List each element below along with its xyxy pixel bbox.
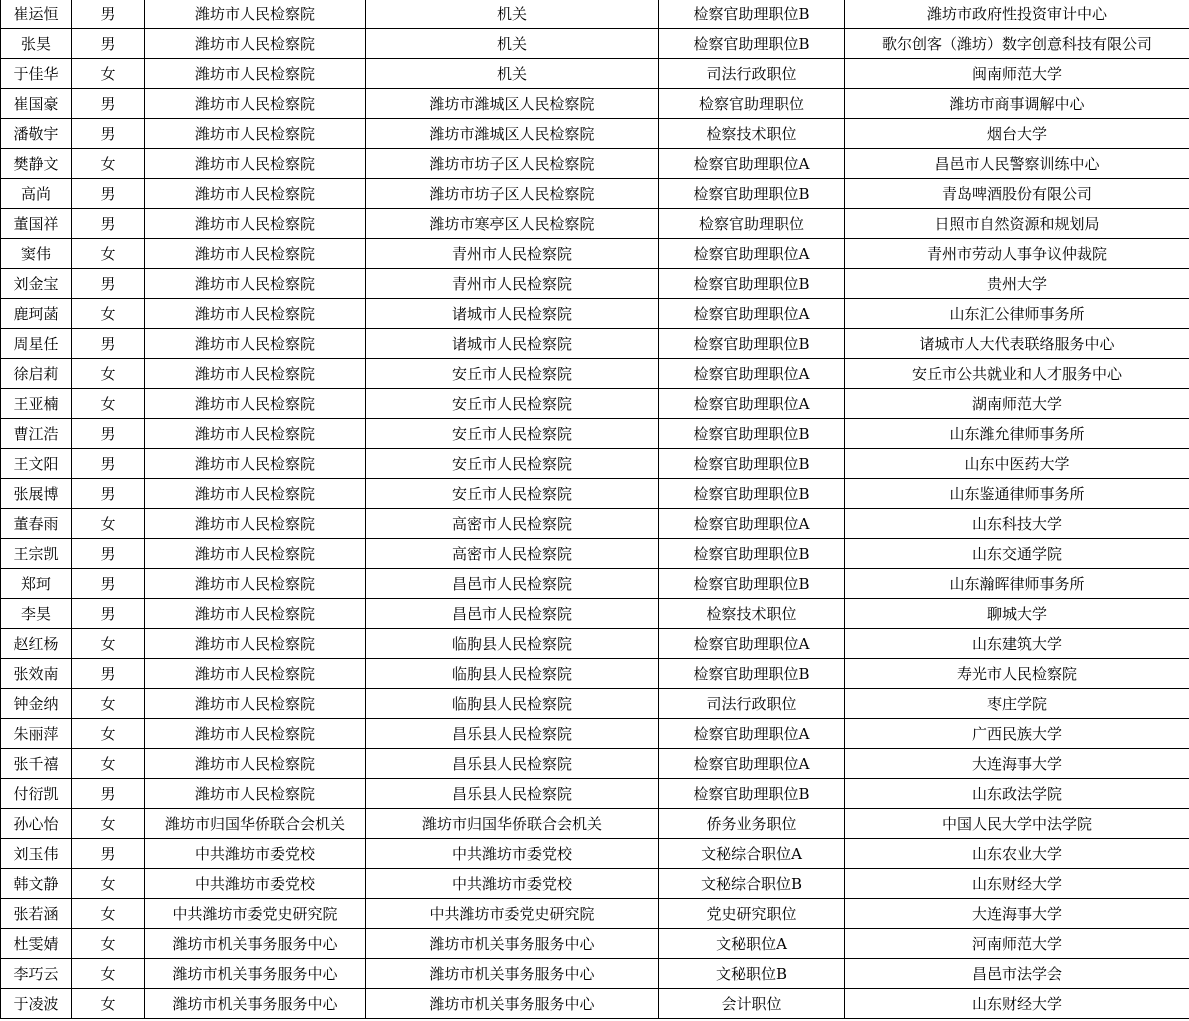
- workplace-cell: 青岛啤酒股份有限公司: [845, 179, 1189, 209]
- name-cell: 王文阳: [1, 449, 72, 479]
- name-cell: 钟金纳: [1, 689, 72, 719]
- table-row: [1, 869, 1189, 899]
- workplace-cell: 河南师范大学: [845, 929, 1189, 959]
- recruiting-unit-cell: 潍坊市人民检察院: [145, 599, 366, 629]
- table-row: [1, 539, 1189, 569]
- recruiting-unit-cell: 潍坊市人民检察院: [145, 119, 366, 149]
- employing-unit-cell: 昌乐县人民检察院: [366, 719, 659, 749]
- name-cell: 张若涵: [1, 899, 72, 929]
- workplace-cell: 山东建筑大学: [845, 629, 1189, 659]
- name-cell: 张展博: [1, 479, 72, 509]
- employing-unit-cell: 诸城市人民检察院: [366, 329, 659, 359]
- gender-cell: 男: [72, 0, 145, 29]
- position-cell: 司法行政职位: [659, 689, 845, 719]
- position-cell: 检察官助理职位B: [659, 659, 845, 689]
- workplace-cell: 山东中医药大学: [845, 449, 1189, 479]
- gender-cell: 男: [72, 539, 145, 569]
- position-cell: 文秘综合职位A: [659, 839, 845, 869]
- employing-unit-cell: 潍坊市机关事务服务中心: [366, 959, 659, 989]
- gender-cell: 女: [72, 749, 145, 779]
- employing-unit-cell: 临朐县人民检察院: [366, 629, 659, 659]
- gender-cell: 男: [72, 89, 145, 119]
- roster-table-body: [1, 0, 1189, 1019]
- recruiting-unit-cell: 潍坊市人民检察院: [145, 509, 366, 539]
- name-cell: 韩文静: [1, 869, 72, 899]
- name-cell: 李昊: [1, 599, 72, 629]
- recruiting-unit-cell: 中共潍坊市委党校: [145, 839, 366, 869]
- position-cell: 检察技术职位: [659, 599, 845, 629]
- gender-cell: 男: [72, 479, 145, 509]
- recruiting-unit-cell: 潍坊市人民检察院: [145, 389, 366, 419]
- position-cell: 检察官助理职位B: [659, 419, 845, 449]
- name-cell: 高尚: [1, 179, 72, 209]
- position-cell: 检察官助理职位B: [659, 569, 845, 599]
- employing-unit-cell: 安丘市人民检察院: [366, 389, 659, 419]
- table-row: [1, 269, 1189, 299]
- table-row: [1, 749, 1189, 779]
- recruiting-unit-cell: 潍坊市人民检察院: [145, 749, 366, 779]
- position-cell: 检察官助理职位A: [659, 749, 845, 779]
- employing-unit-cell: 临朐县人民检察院: [366, 659, 659, 689]
- position-cell: 检察官助理职位A: [659, 359, 845, 389]
- workplace-cell: 山东交通学院: [845, 539, 1189, 569]
- name-cell: 鹿珂菡: [1, 299, 72, 329]
- table-row: [1, 59, 1189, 89]
- position-cell: 检察官助理职位B: [659, 779, 845, 809]
- gender-cell: 女: [72, 59, 145, 89]
- position-cell: 文秘职位A: [659, 929, 845, 959]
- employing-unit-cell: 潍坊市潍城区人民检察院: [366, 89, 659, 119]
- position-cell: 检察官助理职位A: [659, 719, 845, 749]
- table-row: [1, 689, 1189, 719]
- position-cell: 检察官助理职位A: [659, 149, 845, 179]
- recruiting-unit-cell: 潍坊市人民检察院: [145, 689, 366, 719]
- name-cell: 于凌波: [1, 989, 72, 1019]
- gender-cell: 男: [72, 659, 145, 689]
- position-cell: 检察官助理职位: [659, 89, 845, 119]
- table-row: [1, 119, 1189, 149]
- recruiting-unit-cell: 潍坊市归国华侨联合会机关: [145, 809, 366, 839]
- name-cell: 周星任: [1, 329, 72, 359]
- position-cell: 检察技术职位: [659, 119, 845, 149]
- gender-cell: 女: [72, 689, 145, 719]
- workplace-cell: 诸城市人大代表联络服务中心: [845, 329, 1189, 359]
- recruiting-unit-cell: 潍坊市人民检察院: [145, 239, 366, 269]
- recruiting-unit-cell: 潍坊市人民检察院: [145, 419, 366, 449]
- table-row: [1, 839, 1189, 869]
- position-cell: 党史研究职位: [659, 899, 845, 929]
- recruiting-unit-cell: 潍坊市人民检察院: [145, 329, 366, 359]
- workplace-cell: 山东鉴通律师事务所: [845, 479, 1189, 509]
- workplace-cell: 山东财经大学: [845, 869, 1189, 899]
- recruiting-unit-cell: 潍坊市人民检察院: [145, 359, 366, 389]
- recruiting-unit-cell: 潍坊市人民检察院: [145, 0, 366, 29]
- employing-unit-cell: 青州市人民检察院: [366, 269, 659, 299]
- position-cell: 检察官助理职位B: [659, 179, 845, 209]
- workplace-cell: 枣庄学院: [845, 689, 1189, 719]
- recruiting-unit-cell: 潍坊市人民检察院: [145, 59, 366, 89]
- table-row: [1, 809, 1189, 839]
- employing-unit-cell: 昌乐县人民检察院: [366, 779, 659, 809]
- recruiting-unit-cell: 潍坊市人民检察院: [145, 269, 366, 299]
- employing-unit-cell: 潍坊市潍城区人民检察院: [366, 119, 659, 149]
- employing-unit-cell: 高密市人民检察院: [366, 509, 659, 539]
- recruiting-unit-cell: 潍坊市人民检察院: [145, 539, 366, 569]
- gender-cell: 女: [72, 629, 145, 659]
- workplace-cell: 山东农业大学: [845, 839, 1189, 869]
- table-row: [1, 149, 1189, 179]
- table-row: [1, 299, 1189, 329]
- gender-cell: 男: [72, 29, 145, 59]
- position-cell: 检察官助理职位B: [659, 539, 845, 569]
- name-cell: 樊静文: [1, 149, 72, 179]
- name-cell: 张效南: [1, 659, 72, 689]
- position-cell: 检察官助理职位B: [659, 329, 845, 359]
- workplace-cell: 山东政法学院: [845, 779, 1189, 809]
- gender-cell: 女: [72, 389, 145, 419]
- position-cell: 检察官助理职位B: [659, 479, 845, 509]
- name-cell: 潘敬宇: [1, 119, 72, 149]
- recruiting-unit-cell: 潍坊市人民检察院: [145, 299, 366, 329]
- table-row: [1, 959, 1189, 989]
- table-row: [1, 899, 1189, 929]
- recruiting-unit-cell: 潍坊市人民检察院: [145, 569, 366, 599]
- position-cell: 检察官助理职位B: [659, 449, 845, 479]
- recruiting-unit-cell: 潍坊市人民检察院: [145, 209, 366, 239]
- position-cell: 司法行政职位: [659, 59, 845, 89]
- workplace-cell: 山东潍允律师事务所: [845, 419, 1189, 449]
- table-row: [1, 209, 1189, 239]
- name-cell: 窦伟: [1, 239, 72, 269]
- name-cell: 崔国豪: [1, 89, 72, 119]
- table-row: [1, 509, 1189, 539]
- name-cell: 朱丽萍: [1, 719, 72, 749]
- table-row: [1, 479, 1189, 509]
- recruiting-unit-cell: 潍坊市人民检察院: [145, 719, 366, 749]
- workplace-cell: 山东财经大学: [845, 989, 1189, 1019]
- position-cell: 检察官助理职位B: [659, 0, 845, 29]
- workplace-cell: 闽南师范大学: [845, 59, 1189, 89]
- name-cell: 曹江浩: [1, 419, 72, 449]
- employing-unit-cell: 潍坊市归国华侨联合会机关: [366, 809, 659, 839]
- gender-cell: 女: [72, 299, 145, 329]
- workplace-cell: 山东瀚晖律师事务所: [845, 569, 1189, 599]
- name-cell: 王亚楠: [1, 389, 72, 419]
- recruiting-unit-cell: 潍坊市人民检察院: [145, 449, 366, 479]
- position-cell: 检察官助理职位B: [659, 269, 845, 299]
- workplace-cell: 烟台大学: [845, 119, 1189, 149]
- employing-unit-cell: 中共潍坊市委党史研究院: [366, 899, 659, 929]
- workplace-cell: 大连海事大学: [845, 749, 1189, 779]
- name-cell: 崔运恒: [1, 0, 72, 29]
- position-cell: 检察官助理职位A: [659, 629, 845, 659]
- recruiting-unit-cell: 潍坊市人民检察院: [145, 179, 366, 209]
- table-row: [1, 389, 1189, 419]
- table-row: [1, 179, 1189, 209]
- gender-cell: 男: [72, 269, 145, 299]
- position-cell: 检察官助理职位: [659, 209, 845, 239]
- workplace-cell: 大连海事大学: [845, 899, 1189, 929]
- position-cell: 检察官助理职位A: [659, 389, 845, 419]
- workplace-cell: 安丘市公共就业和人才服务中心: [845, 359, 1189, 389]
- workplace-cell: 寿光市人民检察院: [845, 659, 1189, 689]
- table-row: [1, 599, 1189, 629]
- position-cell: 会计职位: [659, 989, 845, 1019]
- table-row: [1, 29, 1189, 59]
- table-row: [1, 779, 1189, 809]
- employing-unit-cell: 潍坊市寒亭区人民检察院: [366, 209, 659, 239]
- workplace-cell: 昌邑市人民警察训练中心: [845, 149, 1189, 179]
- gender-cell: 女: [72, 239, 145, 269]
- workplace-cell: 广西民族大学: [845, 719, 1189, 749]
- recruiting-unit-cell: 潍坊市人民检察院: [145, 779, 366, 809]
- table-row: [1, 569, 1189, 599]
- gender-cell: 男: [72, 179, 145, 209]
- recruiting-unit-cell: 潍坊市人民检察院: [145, 479, 366, 509]
- table-row: [1, 89, 1189, 119]
- workplace-cell: 山东汇公律师事务所: [845, 299, 1189, 329]
- employing-unit-cell: 潍坊市坊子区人民检察院: [366, 149, 659, 179]
- gender-cell: 男: [72, 599, 145, 629]
- name-cell: 李巧云: [1, 959, 72, 989]
- name-cell: 杜雯婧: [1, 929, 72, 959]
- table-row: [1, 0, 1189, 29]
- recruiting-unit-cell: 中共潍坊市委党史研究院: [145, 899, 366, 929]
- employing-unit-cell: 潍坊市坊子区人民检察院: [366, 179, 659, 209]
- employing-unit-cell: 安丘市人民检察院: [366, 479, 659, 509]
- gender-cell: 男: [72, 329, 145, 359]
- employing-unit-cell: 昌乐县人民检察院: [366, 749, 659, 779]
- name-cell: 张昊: [1, 29, 72, 59]
- workplace-cell: 青州市劳动人事争议仲裁院: [845, 239, 1189, 269]
- recruiting-unit-cell: 潍坊市机关事务服务中心: [145, 989, 366, 1019]
- employing-unit-cell: 昌邑市人民检察院: [366, 599, 659, 629]
- gender-cell: 女: [72, 989, 145, 1019]
- name-cell: 刘玉伟: [1, 839, 72, 869]
- workplace-cell: 聊城大学: [845, 599, 1189, 629]
- workplace-cell: 潍坊市政府性投资审计中心: [845, 0, 1189, 29]
- recruiting-unit-cell: 潍坊市人民检察院: [145, 89, 366, 119]
- table-row: [1, 719, 1189, 749]
- gender-cell: 女: [72, 869, 145, 899]
- gender-cell: 男: [72, 449, 145, 479]
- position-cell: 文秘综合职位B: [659, 869, 845, 899]
- name-cell: 付衍凯: [1, 779, 72, 809]
- table-row: [1, 359, 1189, 389]
- employing-unit-cell: 安丘市人民检察院: [366, 359, 659, 389]
- workplace-cell: 昌邑市法学会: [845, 959, 1189, 989]
- name-cell: 董春雨: [1, 509, 72, 539]
- gender-cell: 男: [72, 839, 145, 869]
- gender-cell: 男: [72, 119, 145, 149]
- name-cell: 董国祥: [1, 209, 72, 239]
- position-cell: 检察官助理职位A: [659, 509, 845, 539]
- employing-unit-cell: 中共潍坊市委党校: [366, 869, 659, 899]
- position-cell: 侨务业务职位: [659, 809, 845, 839]
- name-cell: 于佳华: [1, 59, 72, 89]
- position-cell: 文秘职位B: [659, 959, 845, 989]
- gender-cell: 女: [72, 509, 145, 539]
- gender-cell: 男: [72, 569, 145, 599]
- employing-unit-cell: 临朐县人民检察院: [366, 689, 659, 719]
- workplace-cell: 贵州大学: [845, 269, 1189, 299]
- employing-unit-cell: 诸城市人民检察院: [366, 299, 659, 329]
- position-cell: 检察官助理职位A: [659, 239, 845, 269]
- gender-cell: 女: [72, 959, 145, 989]
- table-row: [1, 989, 1189, 1019]
- workplace-cell: 歌尔创客（潍坊）数字创意科技有限公司: [845, 29, 1189, 59]
- employing-unit-cell: 潍坊市机关事务服务中心: [366, 929, 659, 959]
- name-cell: 赵红杨: [1, 629, 72, 659]
- table-row: [1, 449, 1189, 479]
- gender-cell: 男: [72, 779, 145, 809]
- gender-cell: 女: [72, 899, 145, 929]
- recruiting-unit-cell: 潍坊市人民检察院: [145, 29, 366, 59]
- gender-cell: 女: [72, 929, 145, 959]
- employing-unit-cell: 机关: [366, 29, 659, 59]
- workplace-cell: 潍坊市商事调解中心: [845, 89, 1189, 119]
- employing-unit-cell: 机关: [366, 59, 659, 89]
- recruiting-unit-cell: 潍坊市人民检察院: [145, 659, 366, 689]
- name-cell: 刘金宝: [1, 269, 72, 299]
- gender-cell: 女: [72, 359, 145, 389]
- gender-cell: 女: [72, 809, 145, 839]
- table-row: [1, 659, 1189, 689]
- workplace-cell: 湖南师范大学: [845, 389, 1189, 419]
- table-row: [1, 419, 1189, 449]
- table-row: [1, 239, 1189, 269]
- employing-unit-cell: 青州市人民检察院: [366, 239, 659, 269]
- table-row: [1, 629, 1189, 659]
- name-cell: 郑珂: [1, 569, 72, 599]
- workplace-cell: 中国人民大学中法学院: [845, 809, 1189, 839]
- employing-unit-cell: 安丘市人民检察院: [366, 419, 659, 449]
- workplace-cell: 山东科技大学: [845, 509, 1189, 539]
- gender-cell: 女: [72, 719, 145, 749]
- recruiting-unit-cell: 潍坊市机关事务服务中心: [145, 959, 366, 989]
- recruiting-unit-cell: 潍坊市人民检察院: [145, 149, 366, 179]
- employing-unit-cell: 中共潍坊市委党校: [366, 839, 659, 869]
- position-cell: 检察官助理职位B: [659, 29, 845, 59]
- gender-cell: 男: [72, 209, 145, 239]
- employing-unit-cell: 机关: [366, 0, 659, 29]
- name-cell: 张千禧: [1, 749, 72, 779]
- name-cell: 王宗凯: [1, 539, 72, 569]
- position-cell: 检察官助理职位A: [659, 299, 845, 329]
- recruiting-unit-cell: 中共潍坊市委党校: [145, 869, 366, 899]
- recruiting-unit-cell: 潍坊市机关事务服务中心: [145, 929, 366, 959]
- gender-cell: 女: [72, 149, 145, 179]
- workplace-cell: 日照市自然资源和规划局: [845, 209, 1189, 239]
- employing-unit-cell: 高密市人民检察院: [366, 539, 659, 569]
- table-row: [1, 929, 1189, 959]
- table-row: [1, 329, 1189, 359]
- name-cell: 孙心怡: [1, 809, 72, 839]
- gender-cell: 男: [72, 419, 145, 449]
- employing-unit-cell: 潍坊市机关事务服务中心: [366, 989, 659, 1019]
- employing-unit-cell: 昌邑市人民检察院: [366, 569, 659, 599]
- employing-unit-cell: 安丘市人民检察院: [366, 449, 659, 479]
- name-cell: 徐启莉: [1, 359, 72, 389]
- recruiting-unit-cell: 潍坊市人民检察院: [145, 629, 366, 659]
